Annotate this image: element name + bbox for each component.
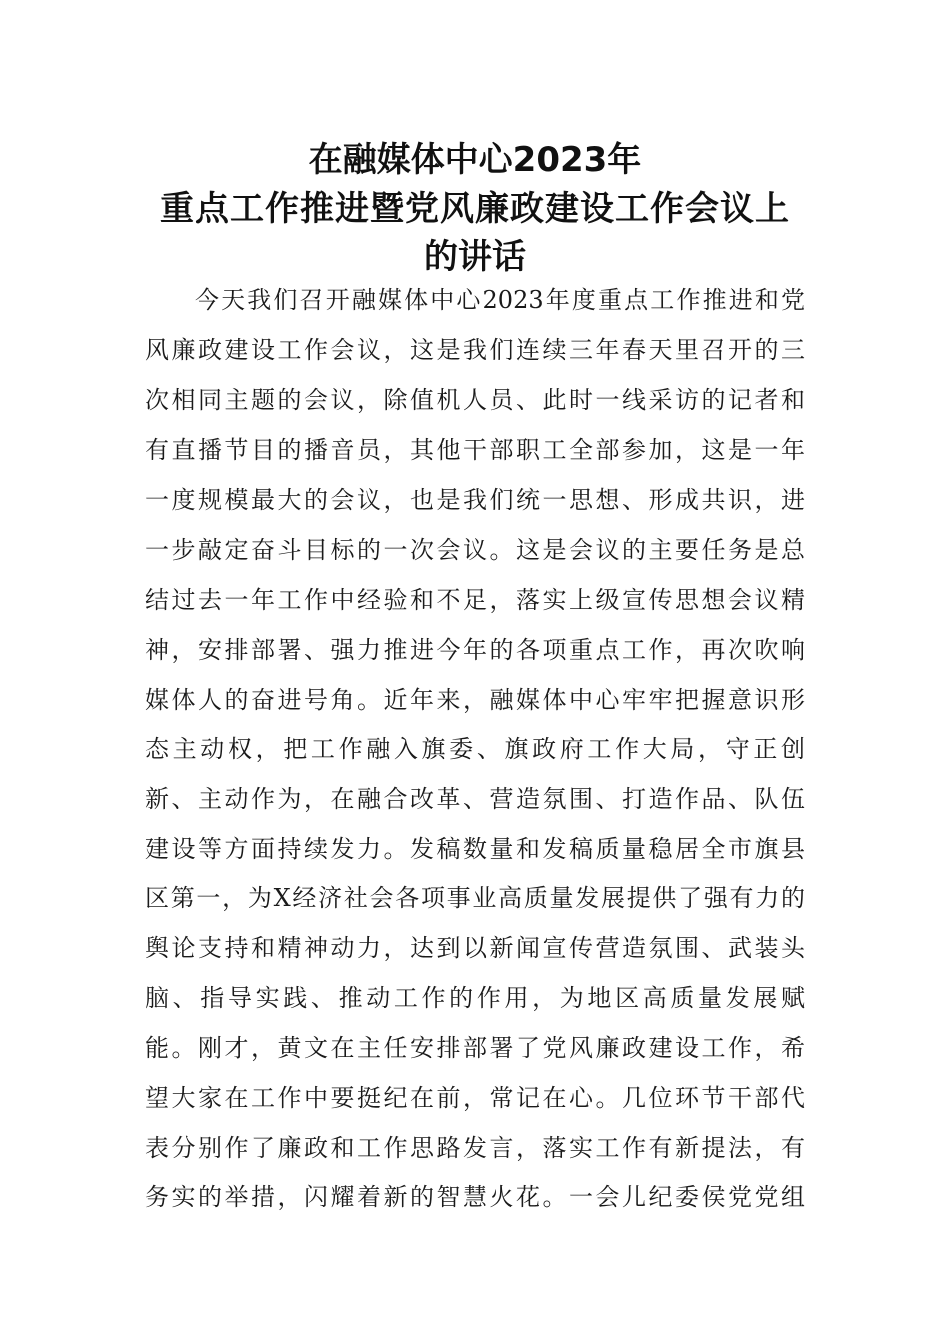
paragraph-line: 新、主动作为，在融合改革、营造氛围、打造作品、队伍 [145,785,805,813]
paragraph-line: 风廉政建设工作会议，这是我们连续三年春天里召开的三 [145,336,805,364]
paragraph-line: 务实的举措，闪耀着新的智慧火花。一会儿纪委侯党党组 [145,1183,805,1211]
paragraph-line: 脑、指导实践、推动工作的作用，为地区高质量发展赋 [145,984,805,1012]
paragraph-line: 媒体人的奋进号角。近年来，融媒体中心牢牢把握意识形 [145,686,805,714]
paragraph-line: 望大家在工作中要挺纪在前，常记在心。几位环节干部代 [145,1084,805,1112]
paragraph-line: 次相同主题的会议，除值机人员、此时一线采访的记者和 [145,386,805,414]
paragraph-line: 一步敲定奋斗目标的一次会议。这是会议的主要任务是总 [145,536,805,564]
paragraph-line: 神，安排部署、强力推进今年的各项重点工作，再次吹响 [145,636,805,664]
title-line-2: 重点工作推进暨党风廉政建设工作会议上 [160,189,790,229]
paragraph-line: 态主动权，把工作融入旗委、旗政府工作大局，守正创 [145,735,805,763]
title-line-1: 在融媒体中心2023年 [308,140,642,180]
paragraph-line: 结过去一年工作中经验和不足，落实上级宣传思想会议精 [145,586,805,614]
paragraph-line: 一度规模最大的会议，也是我们统一思想、形成共识，进 [145,486,805,514]
paragraph-line: 舆论支持和精神动力，达到以新闻宣传营造氛围、武装头 [145,934,805,962]
paragraph-line: 今天我们召开融媒体中心2023年度重点工作推进和党 [195,286,805,314]
paragraph-line: 区第一，为X经济社会各项事业高质量发展提供了强有力的 [145,884,805,912]
paragraph-line: 表分别作了廉政和工作思路发言，落实工作有新提法，有 [145,1134,805,1162]
paragraph-line: 建设等方面持续发力。发稿数量和发稿质量稳居全市旗县 [145,835,805,863]
paragraph-line: 能。刚才，黄文在主任安排部署了党风廉政建设工作，希 [145,1034,805,1062]
title-line-3: 的讲话 [424,237,526,277]
paragraph-line: 有直播节目的播音员，其他干部职工全部参加，这是一年 [145,436,805,464]
